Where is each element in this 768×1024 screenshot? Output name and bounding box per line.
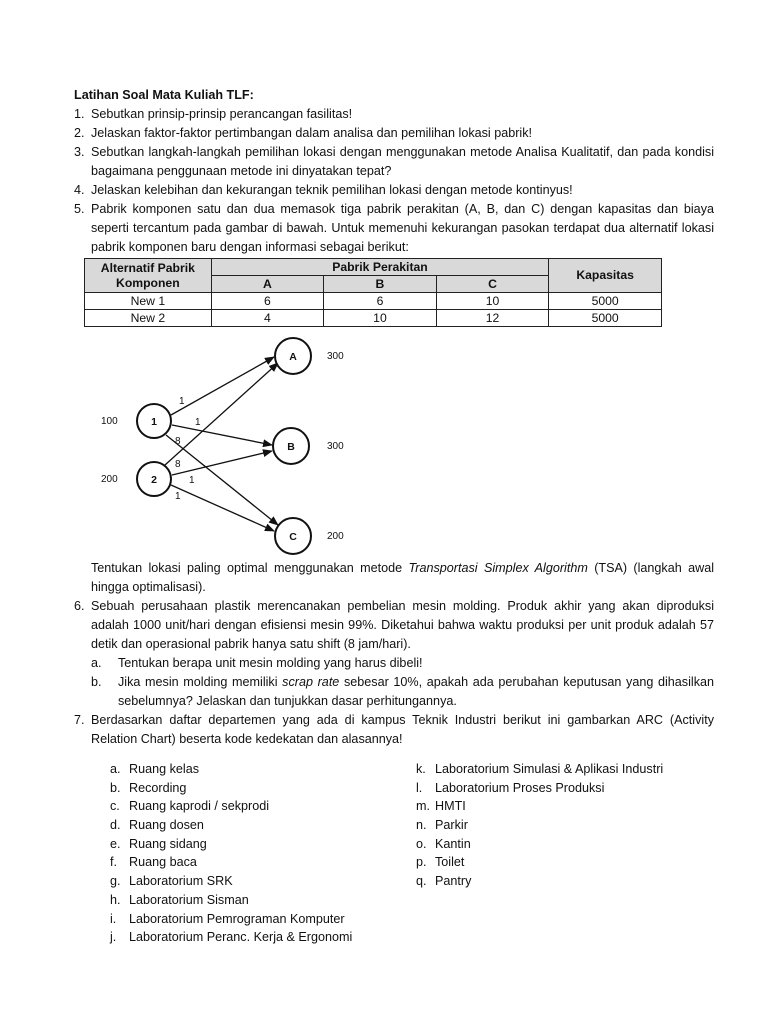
cost-1b: 1 — [195, 417, 201, 428]
table-row — [85, 310, 662, 327]
supply-1: 100 — [101, 416, 118, 427]
method-name: Transportasi Simplex Algorithm — [408, 561, 588, 575]
dest-label-a: A — [289, 351, 297, 363]
list-item: l. Laboratorium Proses Produksi — [416, 780, 605, 795]
cost-c: 12 — [436, 310, 549, 327]
supply-2: 200 — [101, 474, 118, 485]
list-item: f. Ruang baca — [110, 855, 197, 870]
question-7: 7. Berdasarkan daftar departemen yang ada di kampus Teknik Industri berikut ini gambarkan ARC (Activity Relation Chart) beserta kode kedekatan dan alasannya! — [74, 713, 714, 746]
scrap-rate-term: scrap rate — [282, 675, 340, 689]
header-col-c: C — [436, 276, 549, 293]
list-item: e. Ruang sidang — [110, 836, 207, 851]
edge-1-a — [171, 357, 274, 415]
list-item: h. Laboratorium Sisman — [110, 892, 249, 907]
question-5-instruction: Tentukan lokasi paling optimal menggunakan metode Transportasi Simplex Algorithm (TSA) (langkah awal hingga optimalisasi). — [91, 561, 715, 594]
list-item: j. Laboratorium Peranc. Kerja & Ergonomi — [110, 930, 353, 945]
cost-2c: 1 — [175, 491, 181, 502]
cost-a: 4 — [211, 310, 324, 327]
department-list-right — [416, 760, 663, 891]
header-pabrik-perakitan: Pabrik Perakitan — [211, 259, 549, 276]
list-item: q. Pantry — [416, 874, 472, 889]
demand-b: 300 — [327, 441, 344, 452]
department-lists — [74, 760, 714, 960]
header-kapasitas: Kapasitas — [549, 259, 662, 293]
question-6a: a. Tentukan berapa unit mesin molding yang harus dibeli! — [91, 656, 423, 670]
header-col-a: A — [211, 276, 324, 293]
dest-label-b: B — [287, 441, 295, 453]
demand-c: 200 — [327, 531, 344, 542]
cost-b: 6 — [324, 293, 437, 310]
list-item: o. Kantin — [416, 836, 471, 851]
question-4: 4. Jelaskan kelebihan dan kekurangan teknik pemilihan lokasi dengan metode kontinyus! — [74, 183, 573, 197]
document-page — [74, 86, 714, 960]
list-item: i. Laboratorium Pemrograman Komputer — [110, 911, 345, 926]
cost-1c: 8 — [175, 436, 181, 447]
table-row — [85, 293, 662, 310]
header-col-b: B — [324, 276, 437, 293]
demand-a: 300 — [327, 351, 344, 362]
cost-2b: 1 — [189, 475, 195, 486]
question-1: 1. Sebutkan prinsip-prinsip perancangan fasilitas! — [74, 107, 353, 121]
capacity: 5000 — [549, 293, 662, 310]
cost-1a: 1 — [179, 396, 185, 407]
cost-b: 10 — [324, 310, 437, 327]
edge-2-b — [172, 451, 272, 475]
cost-2a: 8 — [175, 459, 181, 470]
list-item: a. Ruang kelas — [110, 762, 200, 776]
question-6b: b. Jika mesin molding memiliki scrap rate sebesar 10%, apakah ada perubahan keputusan yang dihasilkan sebelumnya? Jelaskan dan tunjukkan dasar perhitungannya. — [91, 675, 715, 708]
question-2: 2. Jelaskan faktor-faktor pertimbangan dalam analisa dan pemilihan lokasi pabrik! — [74, 126, 533, 140]
question-5: 5. Pabrik komponen satu dan dua memasok tiga pabrik perakitan (A, B, dan C) dengan kapasitas dan biaya seperti tercantum pada gambar di bawah. Untuk memenuhi kekurangan pasokan terdapat dua alternatif lokasi pabrik komponen baru dengan informasi sebagai berikut: — [74, 202, 714, 254]
list-item: b. Recording — [110, 780, 187, 795]
list-item: m. HMTI — [416, 799, 466, 814]
row-name: New 2 — [85, 310, 212, 327]
source-label-1: 1 — [151, 416, 157, 428]
edge-2-a — [165, 363, 278, 465]
list-item: g. Laboratorium SRK — [110, 874, 233, 889]
network-svg — [74, 337, 374, 559]
question-3: 3. Sebutkan langkah-langkah pemilihan lokasi dengan menggunakan metode Analisa Kualitatif, dan pada kondisi bagaimana penggunaan metode ini dinyatakan tepat? — [74, 145, 714, 178]
cost-a: 6 — [211, 293, 324, 310]
alternatives-table — [84, 258, 662, 327]
source-label-2: 2 — [151, 474, 157, 486]
cost-c: 10 — [436, 293, 549, 310]
list-item: k. Laboratorium Simulasi & Aplikasi Industri — [416, 762, 664, 776]
transport-network-diagram — [74, 337, 714, 559]
header-alternatif: Alternatif Pabrik Komponen — [85, 259, 212, 293]
department-list-left — [110, 760, 352, 947]
edge-2-c — [171, 485, 274, 531]
question-6: 6. Sebuah perusahaan plastik merencanakan pembelian mesin molding. Produk akhir yang akan diproduksi adalah 1000 unit/hari dengan efisiensi mesin 99%. Diketahui bahwa waktu produksi per unit produk adalah 57 detik dan operasional pabrik hanya satu shift (8 jam/hari). — [74, 599, 714, 651]
edge-1-b — [172, 425, 272, 445]
capacity: 5000 — [549, 310, 662, 327]
row-name: New 1 — [85, 293, 212, 310]
list-item: d. Ruang dosen — [110, 818, 204, 833]
list-item: n. Parkir — [416, 818, 468, 833]
list-item: c. Ruang kaprodi / sekprodi — [110, 799, 270, 814]
list-item: p. Toilet — [416, 855, 465, 870]
dest-label-c: C — [289, 531, 297, 543]
document-title: Latihan Soal Mata Kuliah TLF: — [74, 88, 254, 102]
